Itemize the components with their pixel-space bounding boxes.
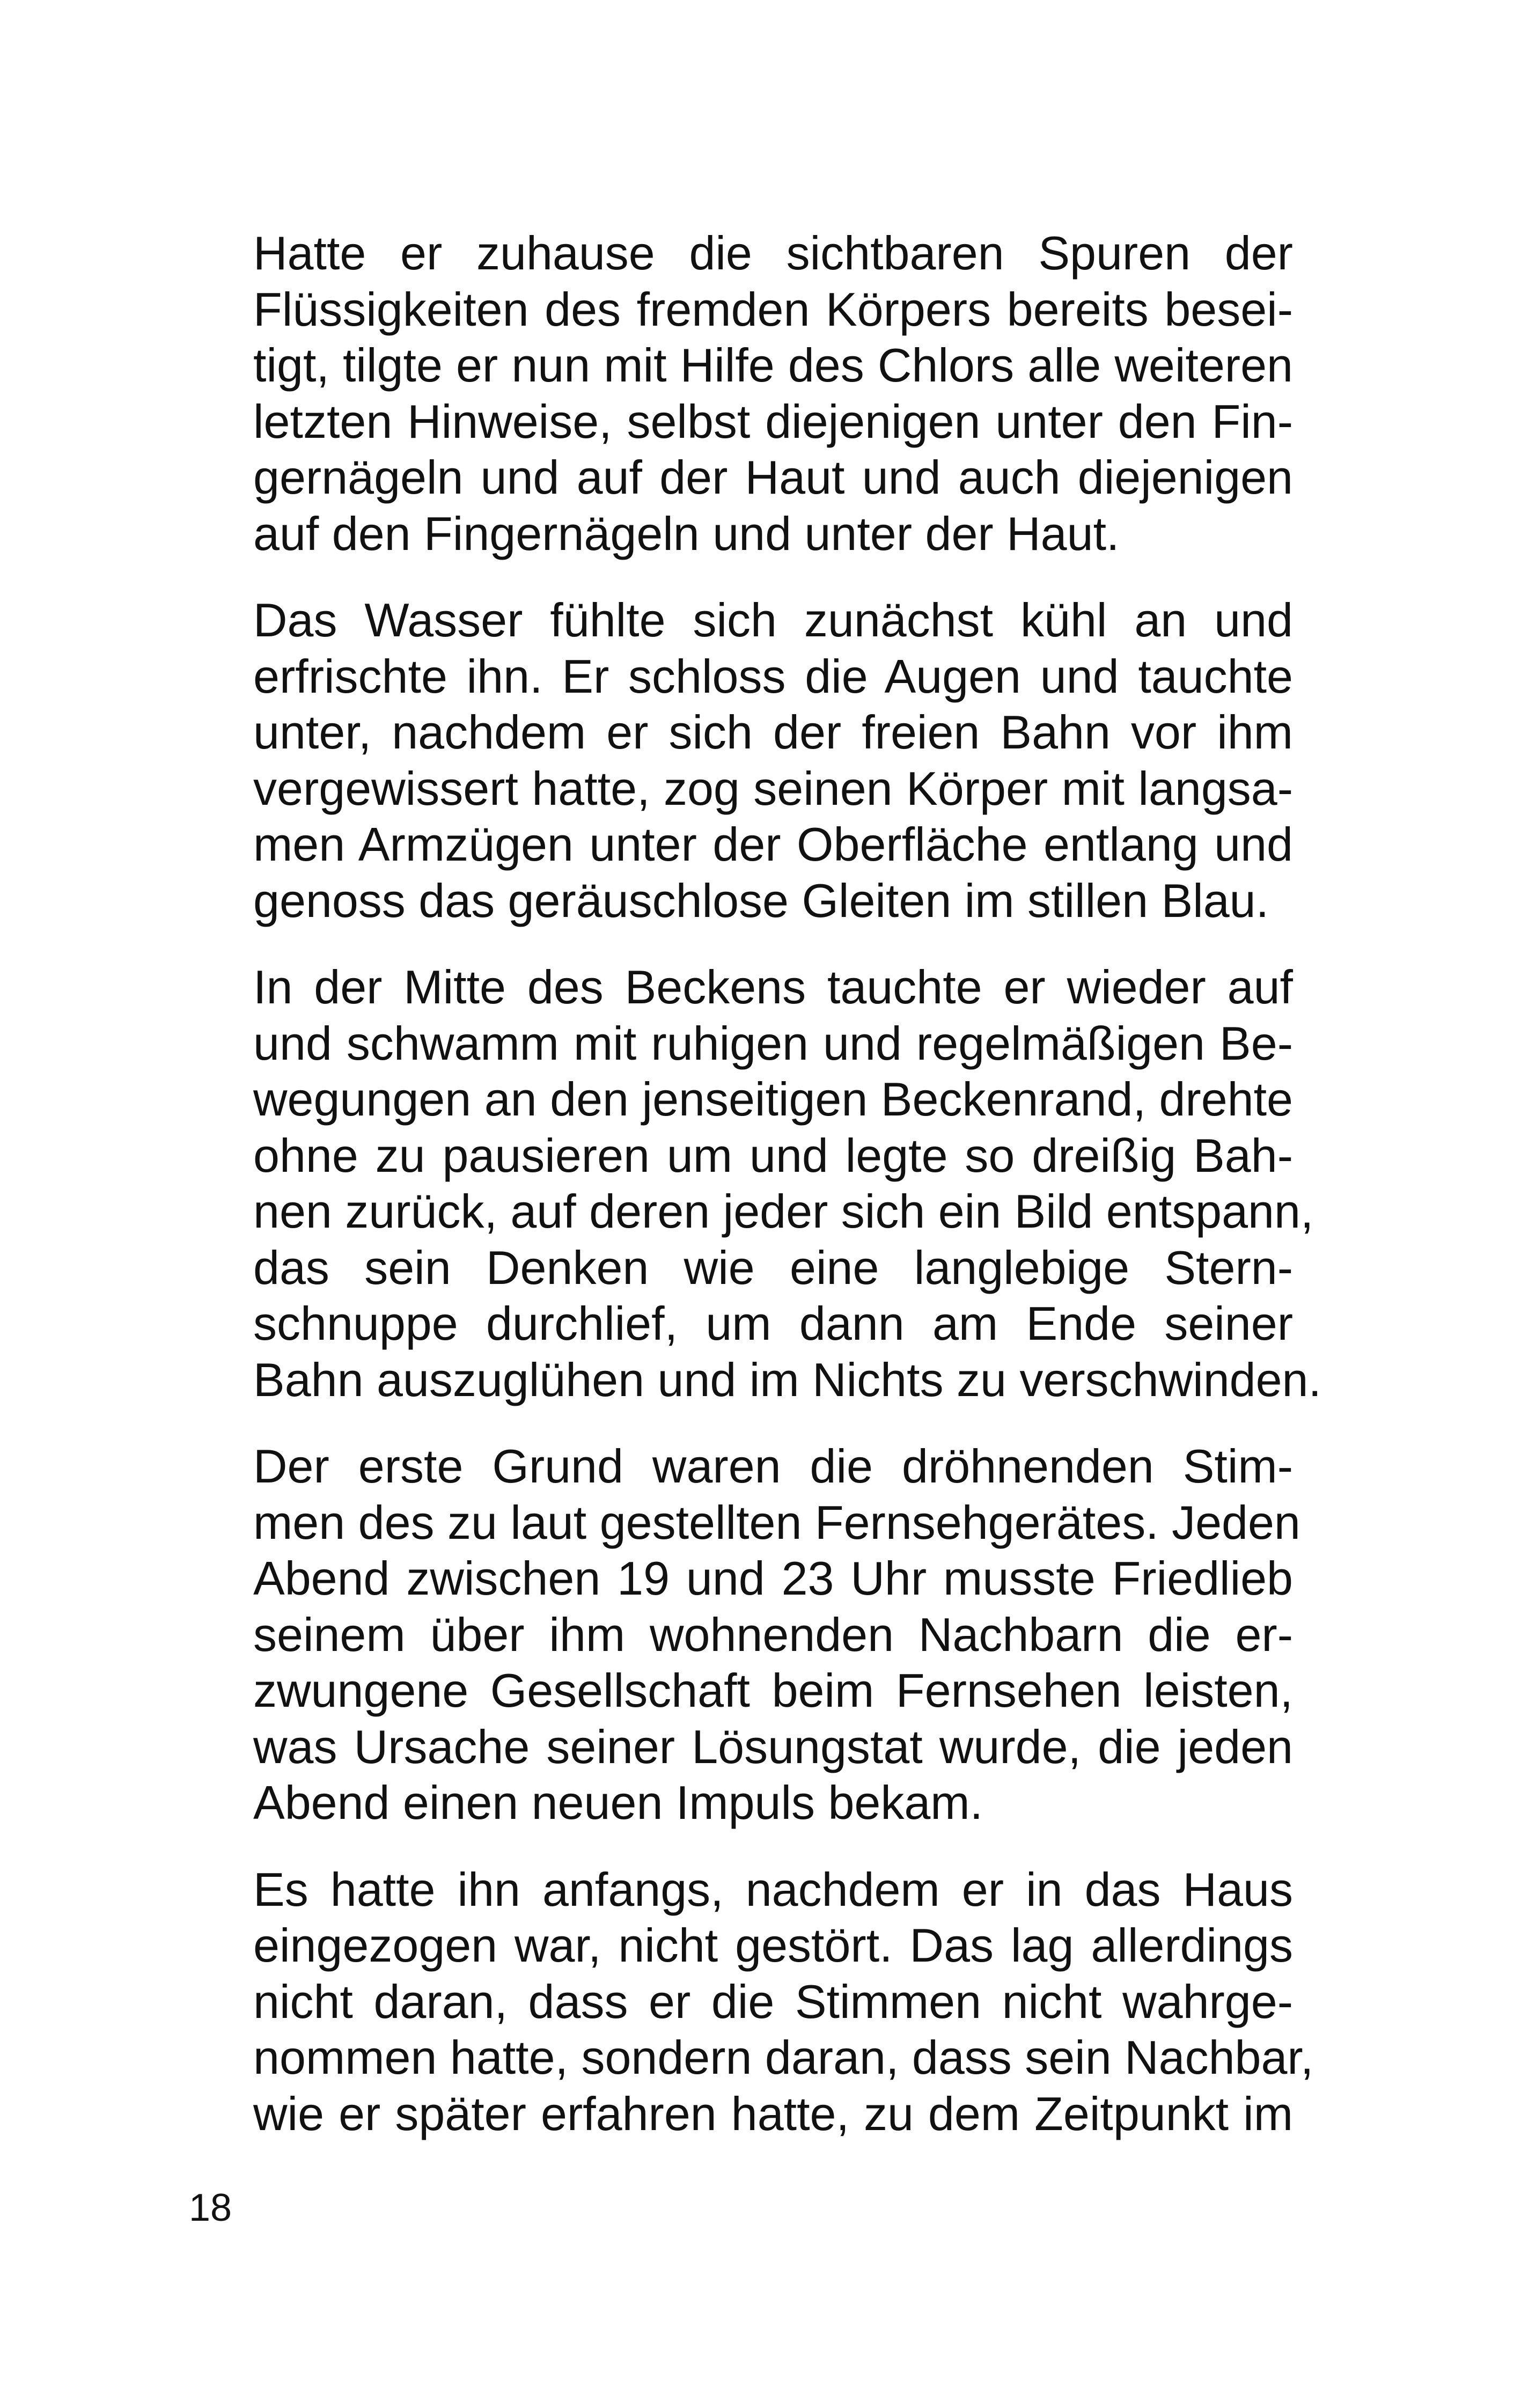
text-line: Es hatte ihn anfangs, nachdem er in das Haus: [253, 1862, 1293, 1916]
text-line: wie er später erfahren hatte, zu dem Zeitpunkt im: [253, 2087, 1293, 2140]
text-line: seinem über ihm wohnenden Nachbarn die er-: [253, 1607, 1293, 1661]
text-line: vergewissert hatte, zog seinen Körper mit langsa-: [253, 761, 1293, 815]
text-line: genoss das geräuschlose Gleiten im stillen Blau.: [253, 873, 1269, 927]
text-line: schnuppe durchlief, um dann am Ende seiner: [253, 1297, 1293, 1350]
body-text: [188, 225, 1321, 2172]
text-line: nommen hatte, sondern daran, dass sein Nachbar,: [253, 2031, 1314, 2084]
paragraph-4: [188, 1438, 1300, 1831]
text-line: Der erste Grund waren die dröhnenden Stim-: [253, 1440, 1293, 1493]
text-line: Abend einen neuen Impuls bekam.: [253, 1776, 983, 1829]
text-line: zwungene Gesellschaft beim Fernsehen leisten,: [253, 1664, 1293, 1717]
text-line: nen zurück, auf deren jeder sich ein Bild entspann,: [253, 1185, 1314, 1238]
text-line: wegungen an den jenseitigen Beckenrand, drehte: [253, 1073, 1293, 1126]
text-line: Abend zwischen 19 und 23 Uhr musste Friedlieb: [253, 1552, 1293, 1605]
text-line: auf den Fingernägeln und unter der Haut.: [253, 506, 1120, 560]
text-line: ohne zu pausieren um und legte so dreißig Bah-: [253, 1128, 1293, 1182]
text-line: was Ursache seiner Lösungstat wurde, die jeden: [253, 1720, 1293, 1773]
text-line: nicht daran, dass er die Stimmen nicht wahrge-: [253, 1974, 1293, 2028]
paragraph-5: [188, 1862, 1314, 2142]
text-line: tigt, tilgte er nun mit Hilfe des Chlors alle weiteren: [253, 339, 1293, 392]
text-line: Hatte er zuhause die sichtbaren Spuren der: [253, 226, 1293, 280]
paragraph-2: [188, 592, 1293, 929]
page-number: 18: [189, 2186, 232, 2229]
text-line: men des zu laut gestellten Fernsehgerätes. Jeden: [253, 1495, 1300, 1549]
text-line: Bahn auszuglühen und im Nichts zu verschwinden.: [253, 1353, 1321, 1406]
text-line: letzten Hinweise, selbst diejenigen unter den Fin-: [253, 394, 1293, 448]
text-line: das sein Denken wie eine langlebige Stern-: [253, 1240, 1293, 1294]
text-line: In der Mitte des Beckens tauchte er wieder auf: [253, 960, 1293, 1014]
text-line: eingezogen war, nicht gestört. Das lag allerdings: [253, 1919, 1293, 1972]
text-line: gernägeln und auf der Haut und auch diejenigen: [253, 451, 1293, 504]
text-line: und schwamm mit ruhigen und regelmäßigen Be-: [253, 1016, 1293, 1070]
text-line: Das Wasser fühlte sich zunächst kühl an und: [253, 593, 1293, 647]
paragraph-3: [188, 959, 1321, 1408]
paragraph-1: [188, 225, 1293, 562]
text-line: men Armzügen unter der Oberfläche entlang und: [253, 818, 1293, 871]
text-line: erfrischte ihn. Er schloss die Augen und tauchte: [253, 649, 1293, 703]
text-line: Flüssigkeiten des fremden Körpers bereits besei-: [253, 282, 1293, 336]
text-line: unter, nachdem er sich der freien Bahn vor ihm: [253, 706, 1293, 759]
